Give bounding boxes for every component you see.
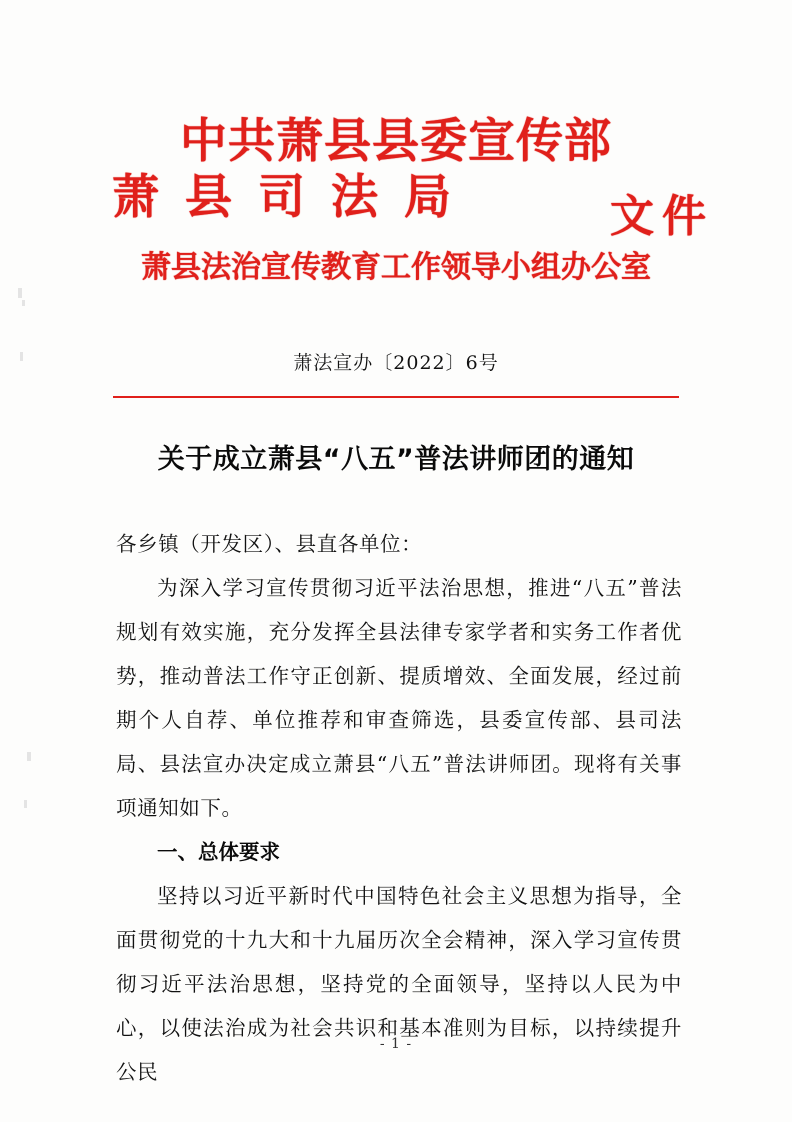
red-divider-rule xyxy=(113,396,679,398)
masthead xyxy=(0,114,792,286)
section-1-paragraph: 坚持以习近平新时代中国特色社会主义思想为指导，全面贯彻党的十九大和十九届历次全会精神，深入学习宣传贯彻习近平法治思想，坚持党的全面领导，坚持以人民为中心，以使法治成为社会共识和基本准则为目标，以持续提升公民 xyxy=(116,884,682,1084)
scan-speck xyxy=(27,752,31,761)
scan-speck xyxy=(24,800,27,808)
page-number: - 1 - xyxy=(379,1036,413,1052)
masthead-line-2: 萧县司法局 xyxy=(112,169,477,225)
masthead-row-2 xyxy=(0,169,792,242)
scan-speck xyxy=(18,288,22,298)
masthead-line-3: 萧县法治宣传教育工作领导小组办公室 xyxy=(141,249,651,285)
masthead-line-1: 中共萧县县委宣传部 xyxy=(180,114,612,169)
body-paragraph: 为深入学习宣传贯彻习近平法治思想，推进“八五”普法规划有效实施，充分发挥全县法律专家学者和实务工作者优势，推动普法工作守正创新、提质增效、全面发展，经过前期个人自荐、单位推荐和审查筛选，县委宣传部、县司法局、县法宣办决定成立萧县“八五”普法讲师团。现将有关事项通知如下。 xyxy=(116,576,682,820)
page-title: 关于成立萧县“八五”普法讲师团的通知 xyxy=(157,444,635,475)
document-body xyxy=(116,522,682,1094)
salutation: 各乡镇（开发区）、县直各单位： xyxy=(116,532,423,556)
scan-speck xyxy=(22,300,25,306)
masthead-document-word: 文件 xyxy=(610,190,714,242)
section-heading-1: 一、总体要求 xyxy=(157,840,280,864)
document-number: 萧法宣办〔2022〕6号 xyxy=(293,352,499,374)
